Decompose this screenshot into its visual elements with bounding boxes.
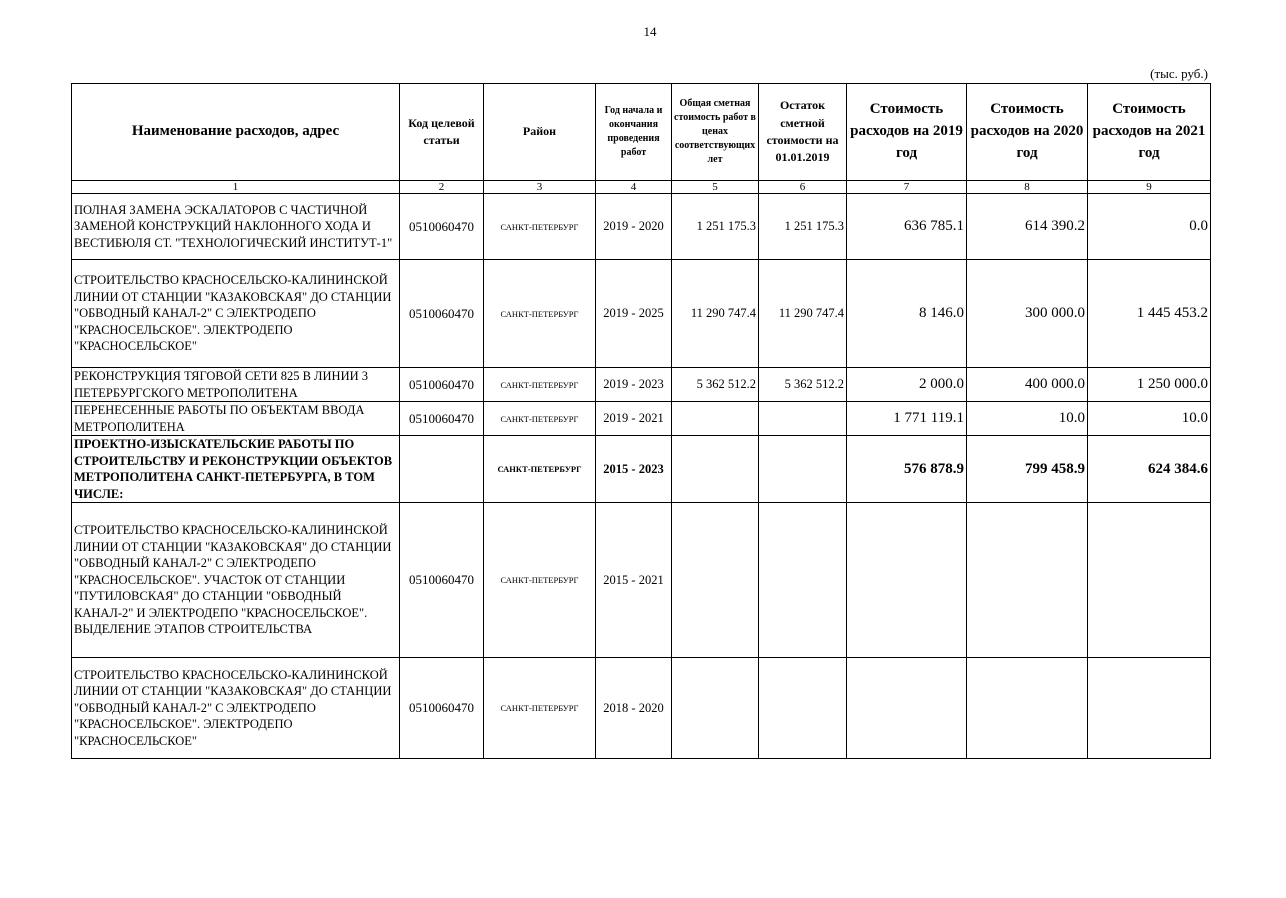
- row-cost-2020: 614 390.2: [967, 194, 1088, 260]
- row-remaining: [759, 436, 847, 503]
- row-years: 2015 - 2023: [596, 436, 672, 503]
- row-cost-2019: 2 000.0: [847, 368, 967, 402]
- table-row: [72, 194, 1211, 260]
- row-cost-2020: 300 000.0: [967, 260, 1088, 368]
- row-cost-2021: [1088, 658, 1211, 759]
- row-cost-2019: [847, 658, 967, 759]
- row-total-cost: [672, 402, 759, 436]
- column-number: 7: [847, 181, 967, 194]
- row-district: САНКТ-ПЕТЕРБУРГ: [484, 260, 596, 368]
- row-cost-2021: 1 250 000.0: [1088, 368, 1211, 402]
- row-cost-2021: 0.0: [1088, 194, 1211, 260]
- header-code: Код целевой статьи: [400, 84, 484, 181]
- row-cost-2020: 400 000.0: [967, 368, 1088, 402]
- row-remaining: [759, 402, 847, 436]
- row-total-cost: [672, 658, 759, 759]
- row-name: СТРОИТЕЛЬСТВО КРАСНОСЕЛЬСКО-КАЛИНИНСКОЙ ЛИНИИ ОТ СТАНЦИИ "КАЗАКОВСКАЯ" ДО СТАНЦИИ "ОБВОДНЫЙ КАНАЛ-2" С ЭЛЕКТРОДЕПО "КРАСНОСЕЛЬСКОЕ". ЭЛЕКТРОДЕПО "КРАСНОСЕЛЬСКОЕ": [72, 658, 400, 759]
- column-number: 5: [672, 181, 759, 194]
- header-cost-2021: Стоимость расходов на 2021 год: [1088, 84, 1211, 181]
- row-district: САНКТ-ПЕТЕРБУРГ: [484, 402, 596, 436]
- header-row: [72, 84, 1211, 181]
- table-row: [72, 658, 1211, 759]
- header-years: Год начала и окончания проведения работ: [596, 84, 672, 181]
- column-number: 2: [400, 181, 484, 194]
- column-number-row: [72, 181, 1211, 194]
- row-cost-2020: [967, 503, 1088, 658]
- row-cost-2020: 799 458.9: [967, 436, 1088, 503]
- row-years: 2019 - 2021: [596, 402, 672, 436]
- row-name: ПОЛНАЯ ЗАМЕНА ЭСКАЛАТОРОВ С ЧАСТИЧНОЙ ЗАМЕНОЙ КОНСТРУКЦИЙ НАКЛОННОГО ХОДА И ВЕСТИБЮЛЯ СТ. "ТЕХНОЛОГИЧЕСКИЙ ИНСТИТУТ-1": [72, 194, 400, 260]
- row-total-cost: 1 251 175.3: [672, 194, 759, 260]
- row-code: 0510060470: [400, 260, 484, 368]
- header-name: Наименование расходов, адрес: [72, 84, 400, 181]
- row-code: [400, 436, 484, 503]
- row-total-cost: 5 362 512.2: [672, 368, 759, 402]
- row-code: 0510060470: [400, 368, 484, 402]
- column-number: 1: [72, 181, 400, 194]
- row-cost-2021: [1088, 503, 1211, 658]
- row-years: 2018 - 2020: [596, 658, 672, 759]
- row-cost-2020: 10.0: [967, 402, 1088, 436]
- header-remaining: Остаток сметной стоимости на 01.01.2019: [759, 84, 847, 181]
- column-number: 9: [1088, 181, 1211, 194]
- row-code: 0510060470: [400, 402, 484, 436]
- table-row: [72, 436, 1211, 503]
- row-cost-2019: [847, 503, 967, 658]
- row-code: 0510060470: [400, 503, 484, 658]
- table-row: [72, 368, 1211, 402]
- column-number: 6: [759, 181, 847, 194]
- row-district: САНКТ-ПЕТЕРБУРГ: [484, 436, 596, 503]
- table-row: [72, 402, 1211, 436]
- row-cost-2019: 576 878.9: [847, 436, 967, 503]
- row-code: 0510060470: [400, 194, 484, 260]
- page-number: 14: [643, 24, 657, 39]
- column-number: 3: [484, 181, 596, 194]
- row-cost-2021: 624 384.6: [1088, 436, 1211, 503]
- row-cost-2020: [967, 658, 1088, 759]
- row-cost-2019: 636 785.1: [847, 194, 967, 260]
- row-remaining: [759, 658, 847, 759]
- column-number: 8: [967, 181, 1088, 194]
- row-cost-2019: 8 146.0: [847, 260, 967, 368]
- row-district: САНКТ-ПЕТЕРБУРГ: [484, 194, 596, 260]
- row-cost-2019: 1 771 119.1: [847, 402, 967, 436]
- row-years: 2019 - 2020: [596, 194, 672, 260]
- header-cost-2019: Стоимость расходов на 2019 год: [847, 84, 967, 181]
- row-name: ПЕРЕНЕСЕННЫЕ РАБОТЫ ПО ОБЪЕКТАМ ВВОДА МЕТРОПОЛИТЕНА: [72, 402, 400, 436]
- row-years: 2019 - 2023: [596, 368, 672, 402]
- row-district: САНКТ-ПЕТЕРБУРГ: [484, 503, 596, 658]
- table-row: [72, 260, 1211, 368]
- row-remaining: 5 362 512.2: [759, 368, 847, 402]
- row-remaining: 11 290 747.4: [759, 260, 847, 368]
- row-district: САНКТ-ПЕТЕРБУРГ: [484, 658, 596, 759]
- row-name: ПРОЕКТНО-ИЗЫСКАТЕЛЬСКИЕ РАБОТЫ ПО СТРОИТЕЛЬСТВУ И РЕКОНСТРУКЦИИ ОБЪЕКТОВ МЕТРОПОЛИТЕНА САНКТ-ПЕТЕРБУРГА, В ТОМ ЧИСЛЕ:: [72, 436, 400, 503]
- row-years: 2015 - 2021: [596, 503, 672, 658]
- header-total-cost: Общая сметная стоимость работ в ценах соответствующих лет: [672, 84, 759, 181]
- column-number: 4: [596, 181, 672, 194]
- row-cost-2021: 10.0: [1088, 402, 1211, 436]
- row-years: 2019 - 2025: [596, 260, 672, 368]
- row-cost-2021: 1 445 453.2: [1088, 260, 1211, 368]
- row-total-cost: [672, 436, 759, 503]
- row-name: СТРОИТЕЛЬСТВО КРАСНОСЕЛЬСКО-КАЛИНИНСКОЙ ЛИНИИ ОТ СТАНЦИИ "КАЗАКОВСКАЯ" ДО СТАНЦИИ "ОБВОДНЫЙ КАНАЛ-2" С ЭЛЕКТРОДЕПО "КРАСНОСЕЛЬСКОЕ". УЧАСТОК ОТ СТАНЦИИ "ПУТИЛОВСКАЯ" ДО СТАНЦИИ "ОБВОДНЫЙ КАНАЛ-2" И ЭЛЕКТРОДЕПО "КРАСНОСЕЛЬСКОЕ". ВЫДЕЛЕНИЕ ЭТАПОВ СТРОИТЕЛЬСТВА: [72, 503, 400, 658]
- row-total-cost: 11 290 747.4: [672, 260, 759, 368]
- header-cost-2020: Стоимость расходов на 2020 год: [967, 84, 1088, 181]
- row-district: САНКТ-ПЕТЕРБУРГ: [484, 368, 596, 402]
- row-code: 0510060470: [400, 658, 484, 759]
- table-row: [72, 503, 1211, 658]
- header-district: Район: [484, 84, 596, 181]
- row-name: СТРОИТЕЛЬСТВО КРАСНОСЕЛЬСКО-КАЛИНИНСКОЙ ЛИНИИ ОТ СТАНЦИИ "КАЗАКОВСКАЯ" ДО СТАНЦИИ "ОБВОДНЫЙ КАНАЛ-2" С ЭЛЕКТРОДЕПО "КРАСНОСЕЛЬСКОЕ". ЭЛЕКТРОДЕПО "КРАСНОСЕЛЬСКОЕ": [72, 260, 400, 368]
- expense-table: [71, 83, 1211, 759]
- row-remaining: [759, 503, 847, 658]
- row-total-cost: [672, 503, 759, 658]
- row-remaining: 1 251 175.3: [759, 194, 847, 260]
- row-name: РЕКОНСТРУКЦИЯ ТЯГОВОЙ СЕТИ 825 В ЛИНИИ 3 ПЕТЕРБУРГСКОГО МЕТРОПОЛИТЕНА: [72, 368, 400, 402]
- units-label: (тыс. руб.): [1150, 66, 1208, 81]
